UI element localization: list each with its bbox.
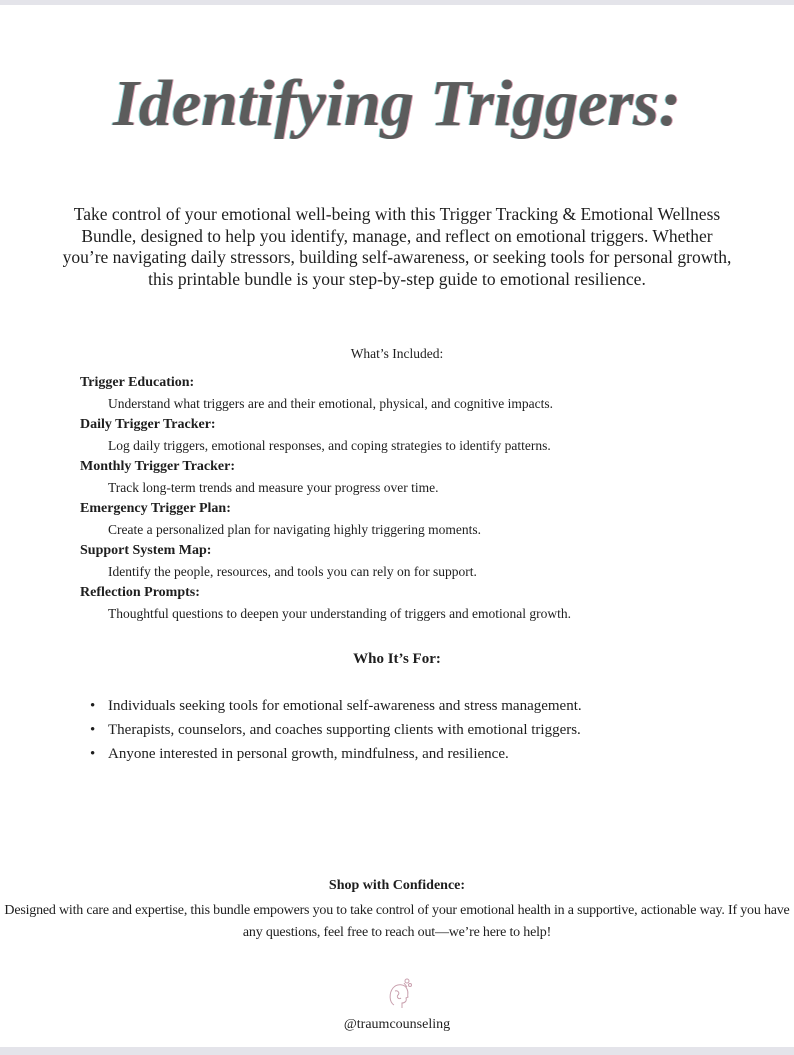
shop-heading: Shop with Confidence:: [328, 878, 466, 893]
item-desc: Create a personalized plan for navigating highly triggering moments.: [108, 522, 482, 537]
list-item: • Anyone interested in personal growth, mindfulness, and resilience.: [90, 742, 770, 766]
item-desc: Track long-term trends and measure your progress over time.: [108, 480, 439, 495]
item-title: Emergency Trigger Plan:: [80, 501, 231, 516]
item-desc: Understand what triggers are and their emotional, physical, and cognitive impacts.: [108, 396, 553, 411]
list-item: • Individuals seeking tools for emotional self-awareness and stress management.: [90, 694, 770, 718]
included-heading: What’s Included:: [350, 346, 444, 361]
social-handle: @traumcounseling: [343, 1017, 451, 1032]
included-item: [80, 456, 760, 498]
item-desc: Identify the people, resources, and tools you can rely on for support.: [108, 564, 477, 579]
included-list: [80, 372, 760, 624]
who-heading: Who It’s For:: [353, 651, 441, 667]
list-item: • Therapists, counselors, and coaches supporting clients with emotional triggers.: [90, 718, 770, 742]
item-desc: Log daily triggers, emotional responses, and coping strategies to identify patterns.: [108, 438, 551, 453]
shop-paragraph: Designed with care and expertise, this bundle empowers you to take control of your emotional health in a supportive, actionable way. If you have any questions, feel free to reach out—we’re here to help!: [4, 903, 790, 940]
item-title: Reflection Prompts:: [80, 585, 200, 600]
page-bottom-border: [0, 1047, 794, 1055]
item-title: Monthly Trigger Tracker:: [80, 459, 236, 474]
who-list: [90, 694, 770, 766]
included-item: [80, 540, 760, 582]
page-top-border: [0, 0, 794, 5]
item-title: Daily Trigger Tracker:: [80, 417, 216, 432]
included-item: [80, 498, 760, 540]
included-item: [80, 414, 760, 456]
page-title: Identifying Triggers:: [113, 67, 681, 140]
intro-paragraph: Take control of your emotional well-being with this Trigger Tracking & Emotional Wellness Bundle, designed to help you identify, manage, and reflect on emotional triggers. Whether you’re navigating daily stressors, building self-awareness, or seeking tools for personal growth, this printable bundle is your step-by-step guide to emotional resilience.: [62, 204, 732, 289]
head-flower-logo-icon: [385, 975, 415, 1013]
item-desc: Thoughtful questions to deepen your understanding of triggers and emotional growth.: [108, 606, 572, 621]
included-item: [80, 582, 760, 624]
item-title: Trigger Education:: [80, 375, 195, 390]
included-item: [80, 372, 760, 414]
item-title: Support System Map:: [80, 543, 212, 558]
